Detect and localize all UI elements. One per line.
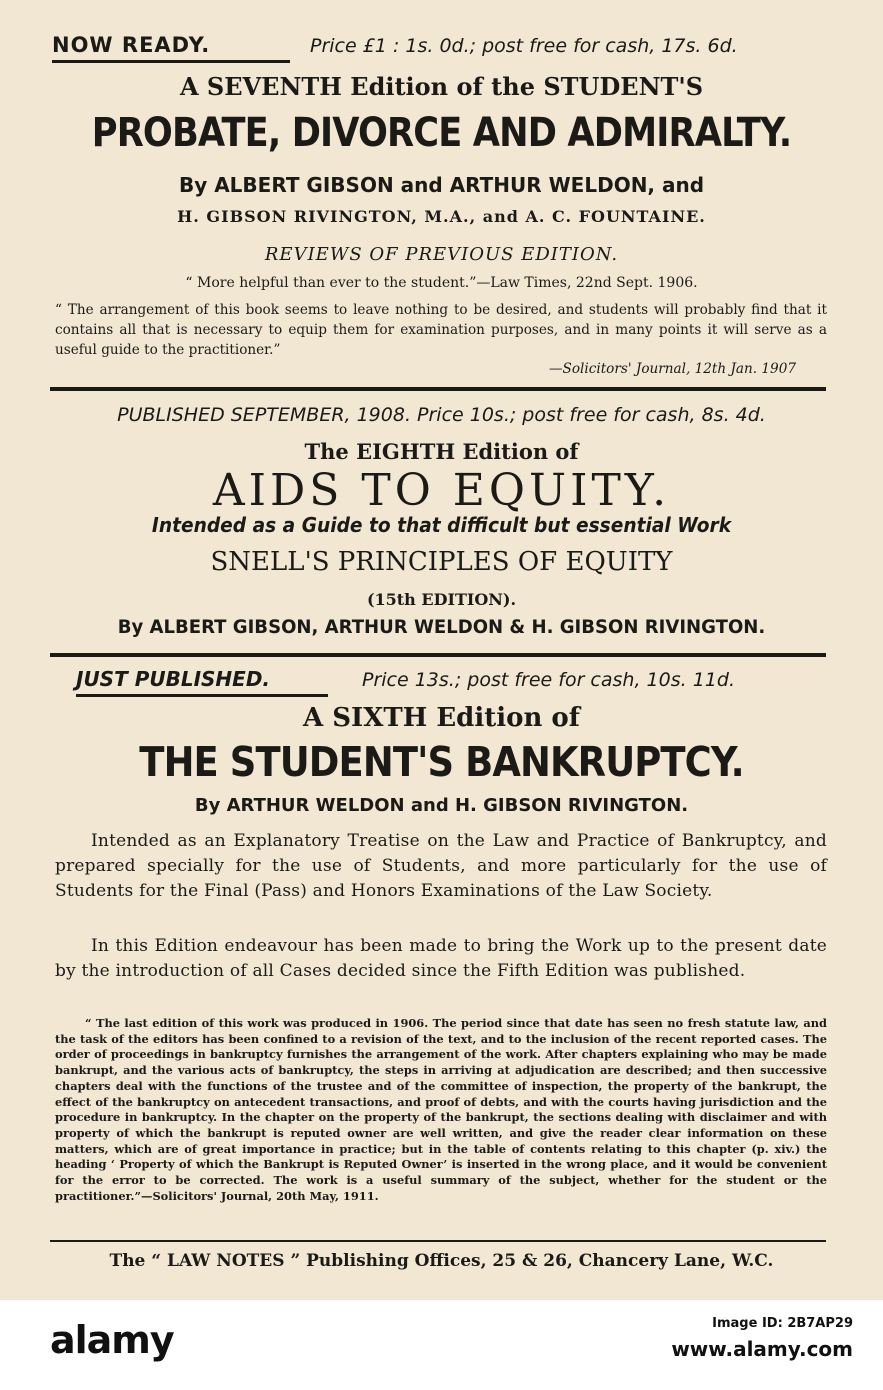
now-ready-underline <box>52 60 290 63</box>
ad3-edition: A SIXTH Edition of <box>303 703 580 733</box>
divider-3 <box>50 1240 826 1242</box>
ad2-published: PUBLISHED SEPTEMBER, 1908. Price 10s.; post free for cash, 8s. 4d. <box>117 404 766 426</box>
just-published-underline <box>76 694 328 697</box>
divider-1 <box>50 387 826 391</box>
stock-url: www.alamy.com <box>671 1337 853 1361</box>
ad1-authors-line1: By ALBERT GIBSON and ARTHUR WELDON, and <box>178 173 705 197</box>
ad2-authors: By ALBERT GIBSON, ARTHUR WELDON & H. GIBSON RIVINGTON. <box>117 616 766 638</box>
ad1-title: PROBATE, DIVORCE AND ADMIRALTY. <box>91 110 792 156</box>
ad1-price: Price £1 : 1s. 0d.; post free for cash, 17s. 6d. <box>310 35 738 57</box>
ad2-title: AIDS TO EQUITY. <box>212 465 671 516</box>
ad2-work-edition: (15th EDITION). <box>366 590 517 609</box>
reviews-heading: REVIEWS OF PREVIOUS EDITION. <box>264 244 619 265</box>
divider-2 <box>50 653 826 657</box>
alamy-logo: alamy <box>50 1318 174 1362</box>
image-id: Image ID: 2B7AP29 <box>712 1316 853 1331</box>
now-ready-label: NOW READY. <box>52 33 211 57</box>
ad1-edition: A SEVENTH Edition of the STUDENT'S <box>179 72 704 101</box>
review-source: —Solicitors' Journal, 12th Jan. 1907 <box>548 361 796 377</box>
just-published-label: JUST PUBLISHED. <box>76 667 271 691</box>
review-law-times: “ More helpful than ever to the student.”—Law Times, 22nd Sept. 1906. <box>185 275 698 291</box>
ad3-review: “ The last edition of this work was produced in 1906. The period since that date has seen no fresh statute law, and the task of the editors has been confined to a revision of the text, and to the inclusion of the recent reported cases. The order of proceedings in bankruptcy furnishes the arrangement of the work. After chapters explaining who may be made bankrupt, and the various acts of bankruptcy, the steps in arriving at adjudication are described; and then successive chapters deal with the functions of the trustee and of the committee of inspection, the property of the bankrupt, the effect of the bankruptcy on antecedent transactions, and proof of debts, and with the courts having jurisdiction and the procedure in bankruptcy. In the chapter on the property of the bankrupt, the sections dealing with disclaimer and with property of which the bankrupt is reputed owner are well written, and give the reader clear information on these matters, which are of great importance in practice; but in the table of contents relating to this chapter (p. xiv.) the heading ‘ Property of which the Bankrupt is Reputed Owner’ is inserted in the wrong place, and it would be convenient for the error to be corrected. The work is a useful summary of the subject, whether for the student or the practitioner.”—Solicitors' Journal, 20th May, 1911. <box>55 1016 827 1203</box>
ad2-intended: Intended as a Guide to that difficult but essential Work <box>151 513 732 537</box>
ad1-authors-line2: H. GIBSON RIVINGTON, M.A., and A. C. FOUNTAINE. <box>177 207 706 226</box>
publisher-footer: The “ LAW NOTES ” Publishing Offices, 25 & 26, Chancery Lane, W.C. <box>109 1251 774 1271</box>
ad2-edition: The EIGHTH Edition of <box>304 439 579 464</box>
ad3-edition-note: In this Edition endeavour has been made to bring the Work up to the present date by the introduction of all Cases decided since the Fifth Edition was published. <box>55 936 827 981</box>
ad3-authors: By ARTHUR WELDON and H. GIBSON RIVINGTON. <box>194 795 689 816</box>
ad3-description: Intended as an Explanatory Treatise on the Law and Practice of Bankruptcy, and prepared specially for the use of Students, and more particularly for the use of Students for the Final (Pass) and Honors Examinations of the Law Society. <box>55 831 827 901</box>
stock-info <box>671 1316 853 1361</box>
ad2-work: SNELL'S PRINCIPLES OF EQUITY <box>210 547 673 577</box>
ad3-price: Price 13s.; post free for cash, 10s. 11d. <box>362 669 735 691</box>
review-solicitors-journal: “ The arrangement of this book seems to leave nothing to be desired, and students will probably find that it contains all that is necessary to equip them for examination purposes, and in many points it will serve as a useful guide to the practitioner.” <box>55 302 827 358</box>
ad3-title: THE STUDENT'S BANKRUPTCY. <box>139 738 744 786</box>
